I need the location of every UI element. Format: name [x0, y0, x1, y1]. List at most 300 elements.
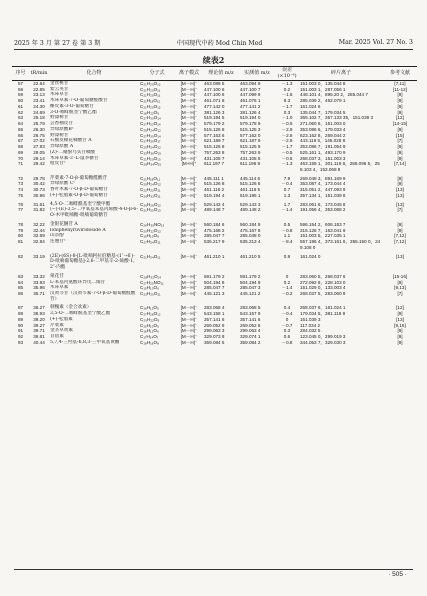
molecular-formula: C₂₆H₂₆O₁₂: [140, 201, 161, 207]
measured-mz: 515.125 9: [240, 144, 261, 150]
compound-name: 木犀草苷: [50, 92, 69, 98]
theoretical-mz: 579.179 2: [204, 121, 225, 127]
molecular-formula: C₁₈H₁₆O₈: [140, 339, 159, 345]
error-ppm: －1.6: [281, 92, 293, 98]
ion-mode: [M－H]⁻: [180, 92, 198, 98]
row-number: 57: [17, 81, 24, 86]
molecular-formula: C₂₅H₂₄O₁₂: [140, 144, 161, 150]
retention-time: 32.44: [33, 227, 45, 233]
row-number: 78: [17, 221, 24, 227]
retention-time: 33.32: [33, 273, 45, 279]
table-row: [12, 161, 417, 172]
reference: [9]: [397, 103, 403, 109]
reference: [9]: [397, 339, 403, 345]
compound-name: 金丝桃苷: [50, 81, 69, 86]
error-ppm: －0.5: [281, 121, 293, 127]
ion-mode: [M－H]⁻: [180, 144, 198, 150]
row-number: 82: [17, 253, 24, 259]
molecular-formula: C₂₂H₂₂O₁₁: [140, 187, 161, 193]
measured-mz: 535.213 4: [240, 239, 261, 245]
fragment-ions: 344.053 7，329.030 3: [300, 339, 346, 345]
measured-mz: 461.210 5: [240, 253, 261, 259]
error-ppm: －0.7: [281, 322, 293, 328]
theoretical-mz: 285.047 7: [204, 285, 225, 291]
fragment-ions: 268.037 5，283.060 9: [300, 290, 346, 296]
fragment-ions: 463.159 1，301.119 6，286.096 5，258.103 4，153.068 8: [300, 161, 380, 173]
measured-mz: 519.194 0: [240, 115, 261, 121]
theoretical-mz: 431.105 7: [204, 155, 225, 161]
ion-mode: [M－H]⁻: [180, 103, 198, 109]
molecular-formula: C₁₆H₁₂O₆: [140, 328, 159, 334]
reference: [15-16]: [392, 273, 408, 279]
molecular-formula: C₂₁H₃₄O₁₁: [140, 253, 161, 259]
error-ppm: －1.0: [281, 115, 293, 121]
error-ppm: －1.7: [281, 103, 293, 109]
reference: [9]: [397, 227, 403, 233]
molecular-formula: C₂₁H₁₈O₁₁: [140, 175, 161, 181]
theoretical-mz: 299.063 3: [204, 328, 225, 334]
ion-mode: [M－H]⁻: [180, 187, 198, 193]
ion-mode: [M－H]⁻: [180, 201, 198, 207]
error-ppm: －1.4: [281, 207, 293, 213]
compound-name: (+)-松脂素: [50, 316, 73, 322]
ion-mode: [M+H]⁺: [181, 161, 197, 167]
row-number: 81: [17, 239, 24, 245]
retention-time: 22.85: [33, 86, 45, 92]
retention-time: 32.69: [33, 233, 45, 239]
error-ppm: －0.8: [281, 339, 293, 345]
reference: [7,12]: [394, 233, 406, 239]
retention-time: 29.78: [33, 175, 45, 181]
molecular-formula: C₁₆H₁₂O₅: [140, 305, 159, 311]
theoretical-mz: 529.142 4: [204, 201, 225, 207]
compound-name: 山奈酚: [50, 233, 64, 239]
ion-mode: [M－H]⁻: [180, 138, 198, 144]
reference: [9]: [397, 109, 403, 115]
compound-name: (Z)-二聚酚乌头苷鞣酸: [50, 149, 96, 155]
theoretical-mz: 461.116 2: [204, 187, 225, 193]
table-row: [12, 302, 417, 311]
measured-mz: 447.100 7: [240, 86, 261, 92]
retention-time: 33.19: [33, 253, 45, 259]
retention-time: 31.61: [33, 201, 45, 207]
fragment-ions: 557.196 4，373.161 6，355.150 0，249.108 0: [300, 239, 381, 250]
theoretical-mz: 461.071 8: [204, 98, 225, 104]
reference: [9]: [397, 279, 403, 285]
fragment-ions: 271.060 6，151.003 0: [300, 121, 346, 127]
error-ppm: 0.4: [283, 305, 291, 311]
table-row: [12, 199, 417, 208]
row-number: 83: [17, 273, 24, 279]
measured-mz: 461.116 5: [240, 187, 261, 193]
measured-mz: 285.048 0: [240, 233, 261, 239]
ion-mode: [M－H]⁻: [180, 311, 198, 317]
molecular-formula: C₂₁H₂₀O₁₂: [140, 103, 161, 109]
ion-mode: [M－H]⁻: [180, 290, 198, 296]
row-number: 60: [17, 98, 24, 104]
measured-mz: 591.179 2: [240, 273, 261, 279]
ion-mode: [M－H]⁻: [180, 109, 198, 115]
retention-time: 31.82: [33, 207, 45, 213]
error-ppm: －1.3: [281, 161, 293, 167]
molecular-formula: C₁₇H₁₄O₇: [140, 334, 159, 340]
measured-mz: 299.063 4: [240, 328, 261, 334]
ion-mode: [M－H]⁻: [180, 339, 198, 345]
error-ppm: －0.5: [281, 149, 293, 155]
reference: [9]: [397, 181, 403, 187]
ion-mode: [M－H]⁻: [180, 227, 198, 233]
table-body: [12, 81, 417, 346]
fragment-ions: 268.037 3，151.003 3: [300, 155, 346, 161]
fragment-ions: 357.134 1，151.039 8: [300, 192, 346, 198]
row-number: 86: [17, 290, 24, 296]
reference: [7,11]: [394, 81, 406, 86]
fragment-ions: 353.087 4，173.044 4: [300, 181, 346, 187]
retention-time: 24.69: [33, 109, 45, 115]
fragment-ions: 365.102 7，357.133 35，151.039 3: [300, 115, 374, 121]
measured-mz: 445.121 2: [240, 290, 261, 296]
compound-name: 3,5-O-二咖啡酰基奎宁酸乙酯: [50, 311, 111, 317]
page-number: · 505 ·: [388, 571, 407, 578]
reference: [14-15]: [392, 121, 408, 127]
col-ion-mode-header: 离子模式: [175, 67, 203, 81]
measured-mz: 515.126 6: [240, 181, 261, 187]
retention-time: 39.27: [33, 322, 45, 328]
compound-name: 连翘苷ᶜ: [50, 239, 66, 245]
ion-mode: [M－H]⁻: [180, 334, 198, 340]
ion-mode: [M－H]⁻: [180, 253, 198, 259]
table-row: [12, 291, 417, 302]
ion-mode: [M－H]⁻: [180, 239, 198, 245]
table-row: [12, 239, 417, 250]
measured-mz: 560.184 9: [240, 221, 261, 227]
compound-name: 石榴皮鞣花鞣酸苷 A: [50, 138, 92, 144]
row-number: 73: [17, 181, 24, 187]
molecular-formula: C₂₆H₃₅NO₁₃: [140, 221, 165, 227]
compound-table: [12, 66, 417, 346]
measured-mz: 519.195 1: [240, 192, 261, 198]
col-fragments-header: 碎片离子: [299, 67, 383, 81]
compound-name: 蒙花苷: [50, 273, 64, 279]
row-number: 62: [17, 109, 24, 115]
compound-name: 4,5-O-二咖啡酰基奎宁酸甲酯: [50, 201, 111, 207]
fragment-ions: 283.060 5，268.037 6: [300, 273, 346, 279]
fragment-ions: 353.086 7，191.054 9: [300, 144, 346, 150]
ion-mode: [M－H]⁻: [180, 207, 198, 213]
compound-name: 槲皮素-3-O-葡萄糖苷: [50, 103, 94, 109]
row-number: 93: [17, 339, 24, 345]
theoretical-mz: 357.141 6: [204, 316, 225, 322]
retention-time: 30.42: [33, 181, 45, 187]
ion-mode: [M－H]⁻: [180, 175, 198, 181]
error-ppm: 9.3: [283, 98, 291, 104]
ion-mode: [M－H]⁻: [180, 221, 198, 227]
molecular-formula: C₁₈H₂₂O₉: [140, 109, 160, 115]
retention-time: 30.73: [33, 187, 45, 193]
molecular-formula: C₂₁H₂₀O₁₁: [140, 92, 161, 98]
error-ppm: 7.9: [283, 175, 291, 181]
fragment-ions: 161.024 0: [300, 253, 321, 259]
fragment-ions: 272.092 8，228.103 0: [300, 279, 346, 285]
error-ppm: －2.9: [281, 138, 293, 144]
molecular-formula: C₂₁H₂₀O₁₂: [140, 81, 161, 86]
reference: [7]: [397, 138, 403, 144]
reference: [7,14]: [394, 161, 406, 167]
fragment-ions: 151.003 1，287.056 1: [300, 86, 346, 92]
error-ppm: 0.2: [283, 86, 291, 92]
theoretical-mz: 560.184 6: [204, 221, 225, 227]
retention-time: 25.79: [33, 121, 45, 127]
fragment-ions: 268.037 6，161.024 1: [300, 305, 346, 311]
error-ppm: 0.2: [283, 279, 291, 285]
ion-mode: [M－H]⁻: [180, 279, 198, 285]
fragment-ions: 151.003 0，135.044 8: [300, 81, 346, 86]
row-number: 77: [17, 207, 24, 213]
retention-time: 26.75: [33, 132, 45, 138]
row-number: 76: [17, 201, 24, 207]
measured-mz: 269.052 6: [240, 322, 261, 328]
theoretical-mz: 445.111 1: [204, 175, 224, 181]
reference: [9]: [397, 175, 403, 181]
theoretical-mz: 283.068 4: [204, 305, 225, 311]
compound-name: 紫云英苷: [50, 86, 69, 92]
measured-mz: 359.084 2: [240, 339, 261, 345]
row-number: 92: [17, 334, 24, 340]
molecular-formula: C₁₅H₁₀O₅: [140, 322, 159, 328]
ion-mode: [M－H]⁻: [180, 181, 198, 187]
fragment-ions: 448.101 4，895.20 2，285.044 7: [300, 92, 368, 98]
reference: [11-12]: [393, 86, 407, 92]
header-rule: [14, 49, 413, 50]
error-ppm: 0.6: [283, 334, 291, 340]
error-ppm: －0.2: [281, 290, 293, 296]
reference: [12]: [396, 115, 404, 121]
error-ppm: －1.3: [281, 81, 293, 86]
measured-mz: 504.194 9: [240, 279, 261, 285]
fragment-ions: 283.061 6，173.045 8: [300, 201, 346, 207]
table-row: [12, 173, 417, 182]
ion-mode: [M－H]⁻: [180, 285, 198, 291]
retention-time: 30.96: [33, 192, 45, 198]
running-header: [14, 37, 413, 47]
retention-time: 29.42: [33, 161, 45, 167]
molecular-formula: C₂₇H₂₀NO₁₁: [140, 279, 164, 285]
reference: [15]: [396, 132, 404, 138]
reference: [9]: [397, 155, 403, 161]
molecular-formula: C₂₅H₂₄O₁₂: [140, 181, 161, 187]
ion-mode: [M－H]⁻: [180, 121, 198, 127]
ion-mode: [M－H]⁻: [180, 155, 198, 161]
fragment-ions: 285.039 2，462.079 1: [300, 98, 346, 104]
molecular-formula: C₂₀H₂₂O₆: [140, 316, 160, 322]
col-theoretical-header: 理论值 m/z: [203, 67, 239, 81]
measured-mz: 529.143 3: [240, 201, 261, 207]
measured-mz: 445.114 6: [240, 175, 261, 181]
molecular-formula: C₂₂H₂₀O₁₁: [140, 290, 161, 296]
measured-mz: 463.094 9: [240, 81, 261, 86]
compound-name: 木犀草素: [50, 285, 69, 291]
measured-mz: 621.187 9: [240, 138, 261, 144]
error-ppm: 0.5: [283, 221, 291, 227]
row-number: 59: [17, 92, 24, 98]
reference: [9]: [397, 311, 403, 317]
ion-mode: [M－H]⁻: [180, 126, 198, 132]
measured-mz: 757.263 9: [240, 149, 261, 155]
fragment-ions: 443.119 5，145.028 8: [300, 138, 346, 144]
error-ppm: 0: [285, 273, 289, 279]
error-ppm: －2.9: [281, 126, 293, 132]
row-number: 80: [17, 233, 24, 239]
reference: [9,16]: [394, 322, 406, 328]
compound-name: 金圣草黄素: [50, 328, 73, 334]
compound-name: 金银花醚苷 A: [50, 221, 78, 227]
reference: [13]: [396, 201, 404, 207]
retention-time: 39.81: [33, 334, 45, 340]
compound-name: L-苯基丙氨酸环异戊二烯苷: [50, 279, 106, 285]
theoretical-mz: 329.073 8: [204, 334, 225, 340]
compound-name: 5,7,4-三羟基-6,8,3-三甲氧基黄酮: [50, 339, 120, 345]
molecular-formula: C₂₁H₁₈O₁₂: [140, 98, 161, 104]
compound-name: 异绿原酸 Cᶜ: [50, 181, 75, 187]
molecular-formula: C₃₂H₃₆O₁₉: [140, 149, 161, 155]
measured-mz: 431.105 5: [240, 155, 261, 161]
ion-mode: [M－H]⁻: [180, 322, 198, 328]
ion-mode: [M－H]⁻: [180, 98, 198, 104]
error-ppm: 0.7: [283, 187, 291, 193]
theoretical-mz: 519.194 4: [204, 192, 225, 198]
theoretical-mz: 359.084 5: [204, 339, 225, 345]
retention-time: 23.13: [33, 92, 45, 98]
fragment-ions: 151.003 5，227.035 1: [300, 233, 346, 239]
col-reference-header: 参考文献: [383, 67, 417, 81]
compound-name: 香叶木素-7-O-β-D-葡萄糖苷: [50, 187, 108, 193]
retention-time: 39.20: [33, 316, 45, 322]
col-tr-header: tR/min: [29, 67, 49, 81]
measured-mz: 461.076 1: [240, 98, 261, 104]
row-number: 85: [17, 285, 24, 291]
theoretical-mz: 577.163 6: [204, 132, 225, 138]
row-number: 67: [17, 138, 24, 144]
row-number: 79: [17, 227, 24, 233]
col-measured-header: 实测值 m/z: [239, 67, 275, 81]
theoretical-mz: 285.047 7: [204, 233, 225, 239]
molecular-formula: C₂₀H₂₂O₁₂: [140, 227, 161, 233]
theoretical-mz: 611.197 7: [204, 161, 225, 167]
molecular-formula: C₂₈H₃₄O₁₅: [140, 161, 162, 167]
ion-mode: [M－H]⁻: [180, 132, 198, 138]
ion-mode: [M－H]⁻: [180, 115, 198, 121]
row-number: 61: [17, 103, 24, 109]
compound-name: 木犀草素-7-O-葡萄糖醛酸苷: [50, 98, 108, 104]
table-row: [12, 271, 417, 280]
theoretical-mz: 621.189 7: [204, 138, 225, 144]
theoretical-mz: 269.052 8: [204, 322, 225, 328]
retention-time: 27.02: [33, 138, 45, 144]
table-row: [12, 207, 417, 218]
compound-name: 异绿原酸Bᶜ: [50, 126, 74, 132]
retention-time: 32.84: [33, 239, 45, 245]
error-ppm: 1.1: [283, 233, 291, 239]
error-ppm: －2.8: [281, 132, 293, 138]
theoretical-mz: 515.126 8: [204, 126, 225, 132]
error-ppm: －1.7: [281, 144, 293, 150]
theoretical-mz: 445.121 3: [204, 290, 225, 296]
row-number: 74: [17, 187, 24, 193]
reference: [13]: [396, 316, 404, 322]
fragment-ions: 284.032 5: [300, 328, 321, 334]
molecular-formula: C₂₁H₂₀O₁₁: [140, 86, 161, 92]
retention-time: 40.44: [33, 339, 45, 345]
reference: [7,12]: [394, 239, 406, 245]
col-no-header: 序号: [12, 67, 29, 81]
compound-name: 木犀草素-3′-L-鼠李糖苷: [50, 155, 99, 161]
compound-name: 芸香柚皮苷: [50, 121, 73, 127]
ion-mode: [M－H]⁻: [180, 86, 198, 92]
row-number: 89: [17, 316, 24, 322]
measured-mz: 475.167 8: [240, 227, 261, 233]
error-ppm: －0.5: [281, 155, 293, 161]
measured-mz: 381.126 4: [240, 109, 261, 115]
error-ppm: －0.4: [281, 181, 293, 187]
molecular-formula: C₂₆H₃₂O₁₁: [140, 192, 161, 198]
molecular-formula: C₂₅H₂₄O₁₂: [140, 126, 161, 132]
fragment-ions: 525.161 1，493.170 9: [300, 149, 346, 155]
reference: [7]: [397, 207, 403, 213]
fragment-ions: 315.051 2，447.093 9: [300, 187, 346, 193]
measured-mz: 611.196 9: [240, 161, 261, 167]
retention-time: 36.27: [33, 305, 45, 311]
molecular-formula: C₂₇H₃₀O₁₄: [140, 132, 161, 138]
theoretical-mz: 519.194 5: [204, 115, 225, 121]
compound-name: (2E)-(6S)-8-[L-吡喃阿拉伯糖基-(1″→6′)-D-吡喃葡萄糖基]-2,6-二甲基辛-2-烯酸-1,2″-内酯: [50, 253, 135, 271]
row-number: 90: [17, 322, 24, 328]
retention-time: 23.41: [33, 98, 45, 104]
retention-time: 39.71: [33, 328, 45, 334]
reference: [9]: [397, 221, 403, 227]
theoretical-mz: 381.126 3: [204, 109, 225, 115]
col-error-header: 误差 (×10⁻⁶): [275, 67, 299, 81]
row-number: 87: [17, 305, 24, 311]
fragment-ions: 151.029 0，133.003 4: [300, 285, 346, 291]
retention-time: 25.18: [33, 115, 45, 121]
measured-mz: 285.047 3: [240, 285, 261, 291]
compound-name: 野漆树苷: [50, 115, 69, 121]
measured-mz: 577.162 0: [240, 132, 261, 138]
ion-mode: [M－H]⁻: [180, 328, 198, 334]
table-header-row: [12, 67, 417, 81]
compound-name: 3-O-咖啡酰奎宁酸乙酯: [50, 109, 97, 115]
theoretical-mz: 515.126 8: [204, 181, 225, 187]
reference: [9]: [397, 149, 403, 155]
ion-mode: [M－H]⁻: [180, 233, 198, 239]
row-number: 91: [17, 328, 24, 334]
fragment-ions: 117.034 2: [300, 322, 321, 328]
row-number: 69: [17, 149, 24, 155]
retention-time: 26.30: [33, 126, 45, 132]
fragment-ions: 179.034 5，381.118 9: [300, 311, 346, 317]
error-ppm: －0.4: [281, 311, 293, 317]
retention-time: 35.71: [33, 290, 45, 296]
compound-name: (−)-(E)-3,5-二甲氧基苯基丙烯酸-4-O-β-6-O-木甲吡喃糖-吡喃葡萄糖苷: [50, 207, 138, 219]
retention-time: 29.14: [33, 155, 45, 161]
molecular-formula: C₂₇H₃₀O₁₄: [140, 115, 161, 121]
header-volume: Mar. 2025 Vol. 27 No. 3: [338, 38, 413, 46]
retention-time: 32.22: [33, 221, 45, 227]
table-title: 续表2: [202, 55, 225, 65]
ion-mode: [M－H]⁻: [180, 316, 198, 322]
measured-mz: 579.178 9: [240, 121, 261, 127]
row-number: 66: [17, 132, 24, 138]
